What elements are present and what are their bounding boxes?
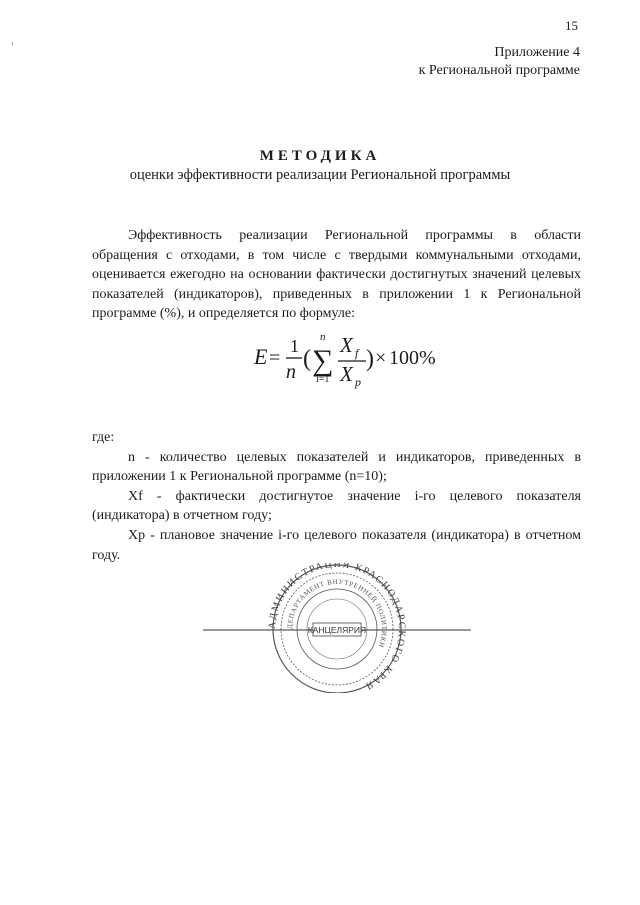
document-subtitle: оценки эффективности реализации Региональной программы: [129, 167, 511, 183]
page-number: 15: [565, 18, 578, 33]
seal-center-text: КАНЦЕЛЯРИЯ: [307, 625, 367, 635]
formula-close-paren: ): [366, 346, 374, 372]
efficiency-formula: [248, 330, 468, 410]
where-label: где:: [92, 430, 115, 445]
document-title: МЕТОДИКА: [259, 148, 381, 164]
seal-outer-text: АДМИНИСТРАЦИЯ КРАСНОДАРСКОГО КРАЯ: [266, 563, 408, 692]
official-stamp: [203, 563, 471, 693]
intro-paragraph: Эффективность реализации Региональной программы в области обращения с отходами, в том числе с твердыми коммунальными отходами, оценивается ежегодно на основании фактически достигнутых значений целевых показателей (индикаторов), приведенных в приложении 1 к Региональной программе (%), и определяется по формуле:: [92, 228, 581, 322]
seal-inner-text: ДЕПАРТАМЕНТ ВНУТРЕННЕЙ ПОЛИТИКИ: [285, 577, 389, 649]
formula-open-paren: (: [303, 346, 311, 372]
appendix-header: [419, 44, 580, 80]
appendix-line-2: к Региональной программе: [418, 63, 580, 78]
scan-artifact: [12, 42, 13, 45]
formula-lhs: E: [254, 344, 268, 369]
formula-x-denominator: X: [340, 362, 353, 386]
intro-paragraph-block: [92, 226, 581, 324]
formula-equals: =: [269, 347, 281, 369]
formula-x-denominator-sub: p: [355, 375, 361, 389]
formula-sum-sign: ∑: [312, 344, 334, 377]
formula-x-numerator: X: [340, 333, 353, 357]
formula-x-numerator-sub: f: [355, 346, 359, 360]
definitions-block: [92, 428, 581, 565]
definition-xp: Xp - плановое значение i-го целевого показателя (индикатора) в отчетном году.: [92, 527, 581, 563]
formula-sum-upper: n: [320, 331, 326, 343]
formula-hundred-percent: 100%: [389, 347, 436, 369]
definition-xf: Xf - фактически достигнутое значение i-го целевого показателя (индикатора) в отчетном году;: [92, 488, 581, 524]
appendix-line-1: Приложение 4: [494, 45, 580, 60]
definition-n: n - количество целевых показателей и индикаторов, приведенных в приложении 1 к Региональной программе (n=10);: [92, 449, 581, 485]
formula-times: ×: [375, 347, 387, 369]
formula-frac-numerator: 1: [290, 336, 299, 356]
formula-frac-denominator: n: [286, 361, 296, 383]
formula-sum-lower: i=1: [316, 374, 330, 385]
